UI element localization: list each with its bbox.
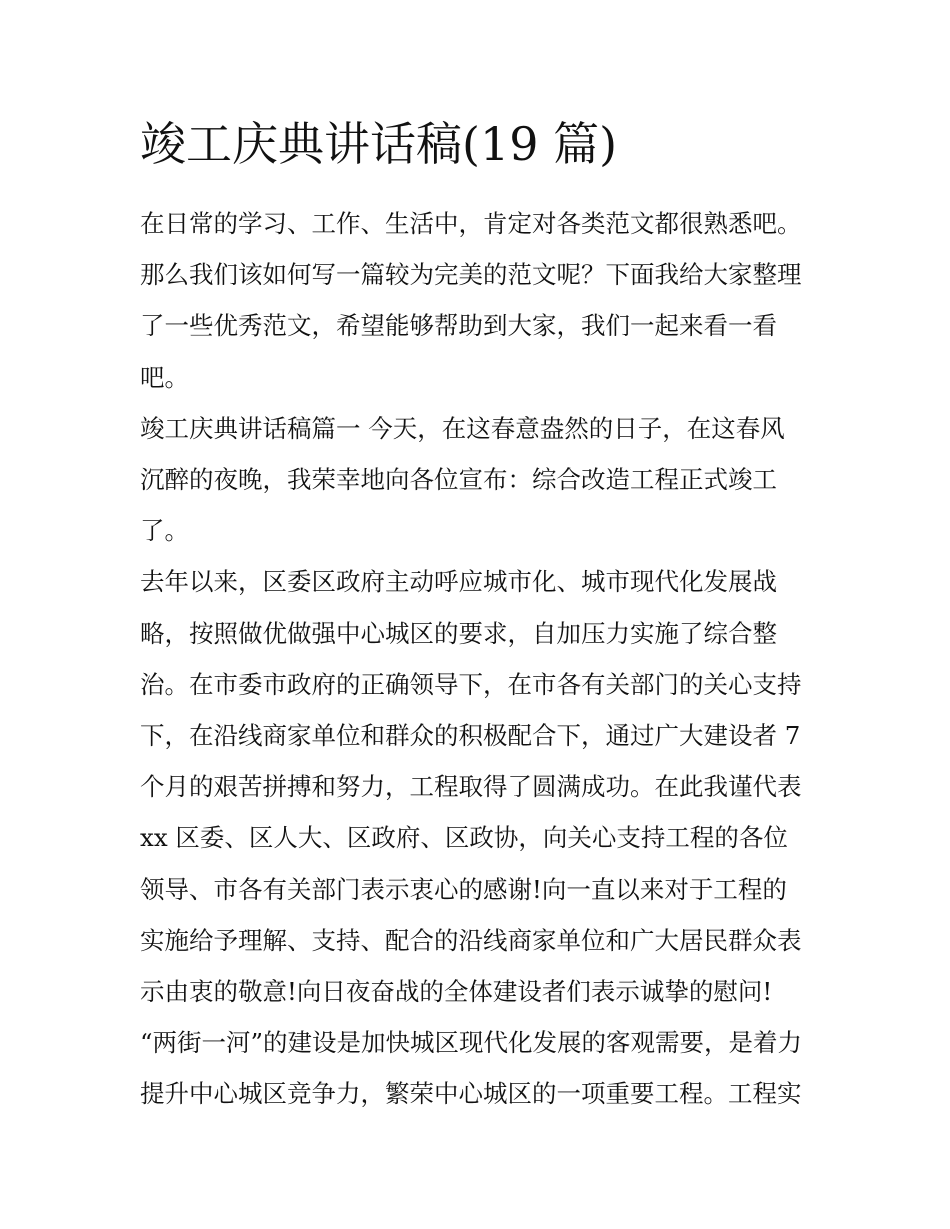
text-line: 竣工庆典讲话稿篇一 今天，在这春意盎然的日子，在这春风 — [140, 413, 785, 443]
text-line: 个月的艰苦拼搏和努力，工程取得了圆满成功。在此我谨代表 — [140, 772, 802, 802]
text-line: 提升中心城区竞争力，繁荣中心城区的一项重要工程。工程实 — [140, 1079, 802, 1109]
paragraph-speech-1-body — [140, 556, 812, 1017]
text-line: 吧。 — [140, 362, 189, 392]
text-line: 治。在市委市政府的正确领导下，在市各有关部门的关心支持 — [140, 669, 802, 699]
paragraph-intro — [140, 198, 812, 403]
text-line: 了。 — [140, 516, 189, 546]
paragraph-speech-1-opening — [140, 403, 812, 557]
text-line: 下，在沿线商家单位和群众的积极配合下，通过广大建设者 7 — [140, 721, 801, 751]
text-line: 那么我们该如何写一篇较为完美的范文呢？下面我给大家整理 — [140, 260, 802, 290]
document-page — [140, 112, 812, 1120]
text-line: 略，按照做优做强中心城区的要求，自加压力实施了综合整 — [140, 618, 777, 648]
text-line: 去年以来，区委区政府主动呼应城市化、城市现代化发展战 — [140, 567, 777, 597]
document-title: 竣工庆典讲话稿(19 篇) — [140, 117, 618, 171]
text-line: 实施给予理解、支持、配合的沿线商家单位和广大居民群众表 — [140, 925, 802, 955]
text-line: “两街一河”的建设是加快城区现代化发展的客观需要，是着力 — [140, 1028, 803, 1058]
text-line: xx 区委、区人大、区政府、区政协，向关心支持工程的各位 — [140, 823, 788, 853]
text-line: 领导、市各有关部门表示衷心的感谢!向一直以来对于工程的 — [140, 874, 787, 904]
paragraph-speech-1-project — [140, 1017, 812, 1119]
text-line: 了一些优秀范文，希望能够帮助到大家，我们一起来看一看 — [140, 311, 777, 341]
text-line: 沉醉的夜晚，我荣幸地向各位宣布：综合改造工程正式竣工 — [140, 465, 777, 495]
text-line: 示由衷的敬意!向日夜奋战的全体建设者们表示诚挚的慰问! — [140, 977, 773, 1007]
text-line: 在日常的学习、工作、生活中，肯定对各类范文都很熟悉吧。 — [140, 209, 802, 238]
